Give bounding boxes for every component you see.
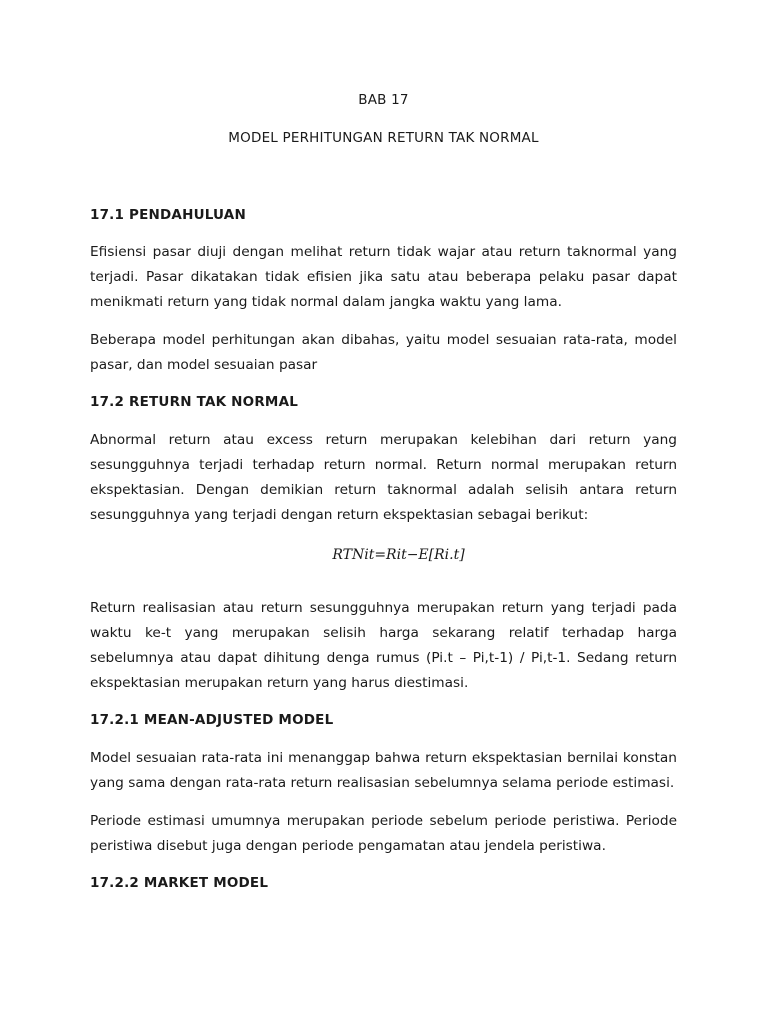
document-body <box>90 205 677 893</box>
paragraph: Efisiensi pasar diuji dengan melihat return tidak wajar atau return taknormal yang terjadi. Pasar dikatakan tidak efisien jika satu atau beberapa pelaku pasar dapat menikmati return yang tidak normal dalam jangka waktu yang lama. <box>90 244 677 310</box>
section-heading-return-tak-normal: 17.2 RETURN TAK NORMAL <box>90 394 299 410</box>
section-heading-mean-adjusted-model: 17.2.1 MEAN-ADJUSTED MODEL <box>90 712 334 728</box>
paragraph: Model sesuaian rata-rata ini menanggap bahwa return ekspektasian bernilai konstan yang sama dengan rata-rata return realisasian sebelumnya selama periode estimasi. <box>90 750 677 791</box>
paragraph: Periode estimasi umumnya merupakan periode sebelum periode peristiwa. Periode peristiwa disebut juga dengan periode pengamatan atau jendela peristiwa. <box>90 813 677 854</box>
formula: RTNit=Rit−E[Ri.t] <box>332 547 465 563</box>
paragraph: Abnormal return atau excess return merupakan kelebihan dari return yang sesungguhnya terjadi terhadap return normal. Return normal merupakan return ekspektasian. Dengan demikian return taknormal adalah selisih antara return sesungguhnya yang terjadi dengan return ekspektasian sebagai berikut: <box>90 432 677 523</box>
section-heading-pendahuluan: 17.1 PENDAHULUAN <box>90 207 246 223</box>
section-heading-market-model: 17.2.2 MARKET MODEL <box>90 875 269 891</box>
paragraph: Beberapa model perhitungan akan dibahas, yaitu model sesuaian rata-rata, model pasar, dan model sesuaian pasar <box>90 332 677 373</box>
chapter-title: MODEL PERHITUNGAN RETURN TAK NORMAL <box>228 130 539 146</box>
paragraph: Return realisasian atau return sesungguhnya merupakan return yang terjadi pada waktu ke-t yang merupakan selisih harga sekarang relatif terhadap harga sebelumnya atau dapat dihitung denga rumus (Pi.t – Pi,t-1) / Pi,t-1. Sedang return ekspektasian merupakan return yang harus diestimasi. <box>90 600 677 691</box>
chapter-label: BAB 17 <box>358 92 409 108</box>
